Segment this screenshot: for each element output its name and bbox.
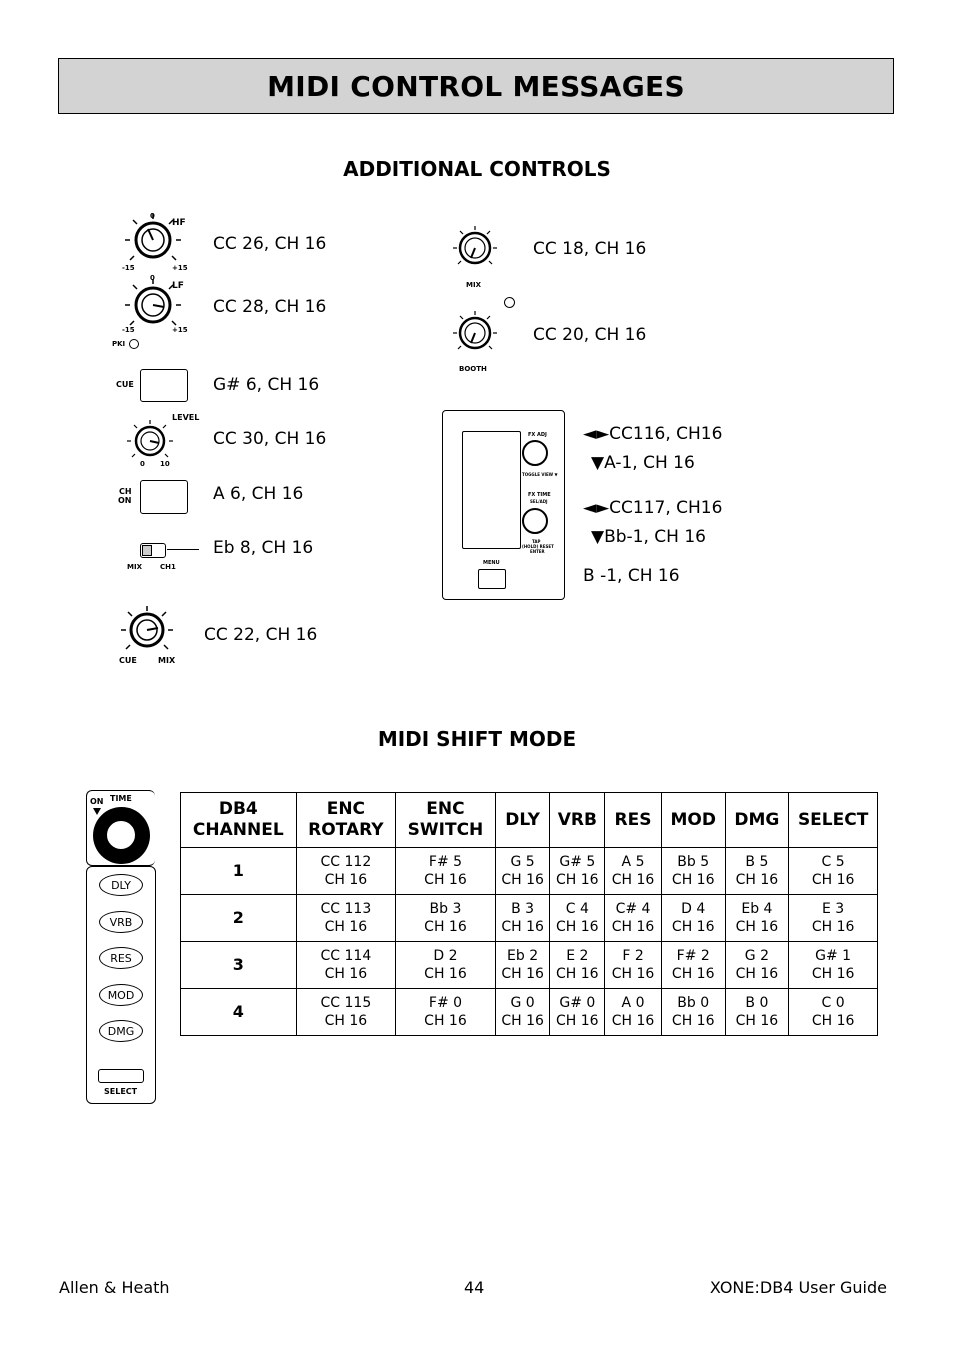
chon-button[interactable] [140, 480, 188, 514]
cell-text: CH 16 [611, 919, 655, 935]
cell-text: CH 16 [324, 966, 368, 982]
message-cell [661, 895, 725, 942]
message-cell [789, 989, 878, 1036]
level-max-label: 10 [160, 460, 170, 468]
fx-adj-encoder[interactable] [522, 440, 548, 466]
level-label: LEVEL [172, 413, 200, 422]
on-label: ON [90, 797, 104, 806]
switch-left-label: MIX [127, 563, 142, 571]
message-cell [550, 942, 605, 989]
pkl-led-icon [129, 339, 139, 349]
message-cell [550, 895, 605, 942]
cell-text: D 2 [433, 948, 458, 964]
cell-text: CH 16 [556, 1013, 599, 1029]
cell-text: C 4 [565, 901, 589, 917]
switch-knob-icon [142, 545, 152, 556]
fx-display [462, 431, 521, 549]
message-cell [725, 895, 789, 942]
cell-text: G# 5 [559, 854, 596, 870]
cell-text: CH 16 [424, 1013, 467, 1029]
message-cell [661, 848, 725, 895]
cell-text: CH 16 [556, 966, 599, 982]
header-text: MOD [670, 809, 716, 830]
cuemix-left-label: CUE [119, 656, 137, 665]
hf-message: CC 26, CH 16 [213, 234, 327, 254]
message-cell [661, 942, 725, 989]
booth-label: BOOTH [459, 365, 487, 373]
cell-text: CH 16 [501, 966, 544, 982]
header-text: VRB [557, 809, 597, 830]
footer-guide-title: XONE:DB4 User Guide [709, 1278, 887, 1297]
message-cell [605, 989, 662, 1036]
hf-label: HF [172, 218, 186, 228]
channel-cell: 3 [181, 942, 297, 989]
fx-time-encoder[interactable] [522, 508, 548, 534]
encoder-cap-icon [106, 820, 136, 850]
cell-text: CH 16 [811, 1013, 855, 1029]
fx-time-down-message: ▼Bb-1, CH 16 [591, 527, 706, 547]
cell-text: CC 115 [320, 995, 372, 1011]
mix-ch1-switch[interactable] [140, 543, 166, 558]
cell-text: CH 16 [501, 872, 544, 888]
fx-time-lr-message: ◄►CC117, CH16 [583, 498, 723, 518]
lf-max-label: +15 [172, 326, 188, 334]
header-text: DMG [734, 809, 780, 830]
table-row [181, 942, 878, 989]
cell-text: CH 16 [424, 966, 467, 982]
res-button[interactable]: RES [99, 947, 143, 969]
switch-right-label: CH1 [160, 563, 176, 571]
message-cell [396, 848, 496, 895]
message-cell [661, 989, 725, 1036]
header-text: ENC [426, 799, 465, 819]
footer-publisher: Allen & Heath [59, 1278, 170, 1297]
cell-text: CH 16 [811, 919, 855, 935]
menu-button[interactable] [478, 569, 506, 589]
header-text: ROTARY [308, 820, 384, 840]
cell-text: CH 16 [671, 872, 715, 888]
cell-text: G# 0 [559, 995, 596, 1011]
booth-message: CC 20, CH 16 [533, 325, 647, 345]
message-cell [495, 895, 550, 942]
time-label: TIME [110, 794, 132, 803]
mod-button[interactable]: MOD [99, 984, 143, 1006]
cell-text: CH 16 [671, 919, 715, 935]
cell-text: C 0 [821, 995, 845, 1011]
page-number: 44 [464, 1278, 485, 1297]
table-row [181, 989, 878, 1036]
cell-text: CC 114 [320, 948, 372, 964]
header-text: DB4 [218, 799, 258, 819]
message-cell [296, 989, 396, 1036]
level-min-label: 0 [140, 460, 145, 468]
mix-message: CC 18, CH 16 [533, 239, 647, 259]
lf-label: LF [172, 281, 184, 291]
table-header-cell [495, 793, 550, 848]
message-cell [605, 942, 662, 989]
mix-label: MIX [466, 281, 481, 289]
toggle-view-label: TOGGLE VIEW ▼ [522, 472, 558, 477]
channel-cell: 1 [181, 848, 297, 895]
cell-text: F 2 [622, 948, 644, 964]
cell-text: CH 16 [735, 919, 779, 935]
hf-max-label: +15 [172, 264, 188, 272]
cell-text: CH 16 [424, 919, 467, 935]
message-cell [550, 989, 605, 1036]
table-header-cell [181, 793, 297, 848]
switch-message: Eb 8, CH 16 [213, 538, 314, 558]
message-cell [495, 989, 550, 1036]
cue-button[interactable] [140, 369, 188, 402]
message-cell [296, 848, 396, 895]
cell-text: B 0 [745, 995, 769, 1011]
select-label: SELECT [104, 1087, 138, 1096]
enter-label: ENTER [530, 549, 545, 554]
message-cell [789, 848, 878, 895]
cell-text: G# 1 [815, 948, 852, 964]
hf-zero-label: 0 [150, 212, 155, 220]
header-text: DLY [505, 809, 540, 830]
table-header-cell [725, 793, 789, 848]
table-header-cell [296, 793, 396, 848]
header-text: SELECT [797, 809, 869, 830]
chon-label-2: ON [118, 496, 132, 505]
cell-text: CH 16 [324, 872, 368, 888]
lf-min-label: -15 [122, 326, 135, 334]
cell-text: CH 16 [611, 966, 655, 982]
cell-text: A 0 [621, 995, 645, 1011]
message-cell [725, 848, 789, 895]
section-heading-shift: MIDI SHIFT MODE [377, 727, 577, 751]
cell-text: C 5 [821, 854, 845, 870]
cell-text: CH 16 [735, 966, 779, 982]
message-cell [789, 942, 878, 989]
cell-text: Bb 5 [677, 854, 710, 870]
lf-message: CC 28, CH 16 [213, 297, 327, 317]
header-text: CHANNEL [192, 820, 284, 840]
mix-knob-icon [446, 218, 504, 282]
message-cell [396, 895, 496, 942]
section-heading-additional: ADDITIONAL CONTROLS [343, 157, 611, 181]
table-row [181, 848, 878, 895]
cell-text: D 4 [681, 901, 706, 917]
cell-text: E 2 [566, 948, 589, 964]
level-knob-icon [120, 415, 180, 467]
cuemix-right-label: MIX [158, 656, 176, 665]
level-message: CC 30, CH 16 [213, 429, 327, 449]
booth-led-icon [504, 297, 515, 308]
table-header-cell [605, 793, 662, 848]
message-cell [396, 942, 496, 989]
menu-label: MENU [483, 560, 500, 566]
cell-text: CC 113 [320, 901, 372, 917]
fx-adj-label: FX ADJ [528, 432, 547, 438]
page-title: MIDI CONTROL MESSAGES [267, 69, 685, 103]
chon-label-1: CH [119, 487, 132, 496]
message-cell [396, 989, 496, 1036]
message-cell [605, 848, 662, 895]
table-row [181, 895, 878, 942]
channel-cell: 4 [181, 989, 297, 1036]
cell-text: CH 16 [735, 1013, 779, 1029]
cell-text: CH 16 [811, 966, 855, 982]
message-cell [296, 942, 396, 989]
fx-time-label: FX TIME [528, 492, 551, 498]
tap-label: TAP [532, 539, 541, 544]
midi-shift-table [180, 792, 878, 1036]
select-button[interactable] [98, 1069, 144, 1083]
cell-text: CH 16 [811, 872, 855, 888]
header-text: ENC [326, 799, 366, 819]
cell-text: CH 16 [501, 919, 544, 935]
cell-text: CH 16 [424, 872, 467, 888]
message-cell [725, 942, 789, 989]
time-encoder[interactable] [93, 807, 150, 864]
cell-text: CH 16 [324, 1013, 368, 1029]
cell-text: CH 16 [671, 966, 715, 982]
table-header-cell [789, 793, 878, 848]
message-cell [725, 989, 789, 1036]
lf-zero-label: 0 [150, 274, 155, 282]
cell-text: C# 4 [615, 901, 651, 917]
down-triangle-icon [93, 808, 101, 815]
cell-text: CH 16 [611, 1013, 655, 1029]
cell-text: CH 16 [556, 872, 599, 888]
cell-text: G 0 [510, 995, 535, 1011]
cue-message: G# 6, CH 16 [213, 375, 320, 395]
cue-label: CUE [116, 380, 134, 389]
cell-text: Bb 0 [677, 995, 710, 1011]
cell-text: A 5 [621, 854, 645, 870]
cell-text: Eb 4 [741, 901, 773, 917]
sel-adj-label: SEL/ADJ [530, 499, 548, 504]
cell-text: E 3 [822, 901, 845, 917]
cell-text: G 5 [510, 854, 535, 870]
switch-leader-line [167, 549, 199, 550]
cell-text: CH 16 [324, 919, 368, 935]
table-header-cell [661, 793, 725, 848]
cell-text: F# 5 [428, 854, 463, 870]
cell-text: B 3 [511, 901, 535, 917]
vrb-button[interactable]: VRB [99, 911, 143, 933]
chon-message: A 6, CH 16 [213, 484, 304, 504]
cuemix-message: CC 22, CH 16 [204, 625, 318, 645]
channel-cell: 2 [181, 895, 297, 942]
table-header-cell [396, 793, 496, 848]
table-header-cell [550, 793, 605, 848]
cell-text: B 5 [745, 854, 769, 870]
dmg-button[interactable]: DMG [99, 1020, 143, 1042]
cell-text: CH 16 [611, 872, 655, 888]
cell-text: CH 16 [671, 1013, 715, 1029]
header-text: RES [614, 809, 652, 830]
message-cell [495, 942, 550, 989]
message-cell [789, 895, 878, 942]
fx-adj-down-message: ▼A-1, CH 16 [591, 453, 695, 473]
hold-reset-label: (HOLD) RESET [522, 544, 554, 549]
cell-text: CH 16 [501, 1013, 544, 1029]
cell-text: CH 16 [735, 872, 779, 888]
table-header-row [181, 793, 878, 848]
cell-text: F# 2 [676, 948, 710, 964]
message-cell [495, 848, 550, 895]
message-cell [296, 895, 396, 942]
cell-text: Bb 3 [429, 901, 462, 917]
pkl-label: PKI [112, 340, 126, 348]
message-cell [605, 895, 662, 942]
cell-text: Eb 2 [507, 948, 539, 964]
booth-knob-icon [446, 303, 504, 365]
cell-text: CH 16 [556, 919, 599, 935]
message-cell [550, 848, 605, 895]
cell-text: F# 0 [428, 995, 463, 1011]
page-title-bar [58, 58, 894, 114]
header-text: SWITCH [407, 820, 484, 840]
menu-message: B -1, CH 16 [583, 566, 680, 586]
fx-adj-lr-message: ◄►CC116, CH16 [583, 424, 723, 444]
cell-text: G 2 [744, 948, 770, 964]
dly-button[interactable]: DLY [99, 874, 143, 896]
hf-min-label: -15 [122, 264, 135, 272]
cuemix-knob-icon [115, 602, 179, 658]
cell-text: CC 112 [320, 854, 372, 870]
